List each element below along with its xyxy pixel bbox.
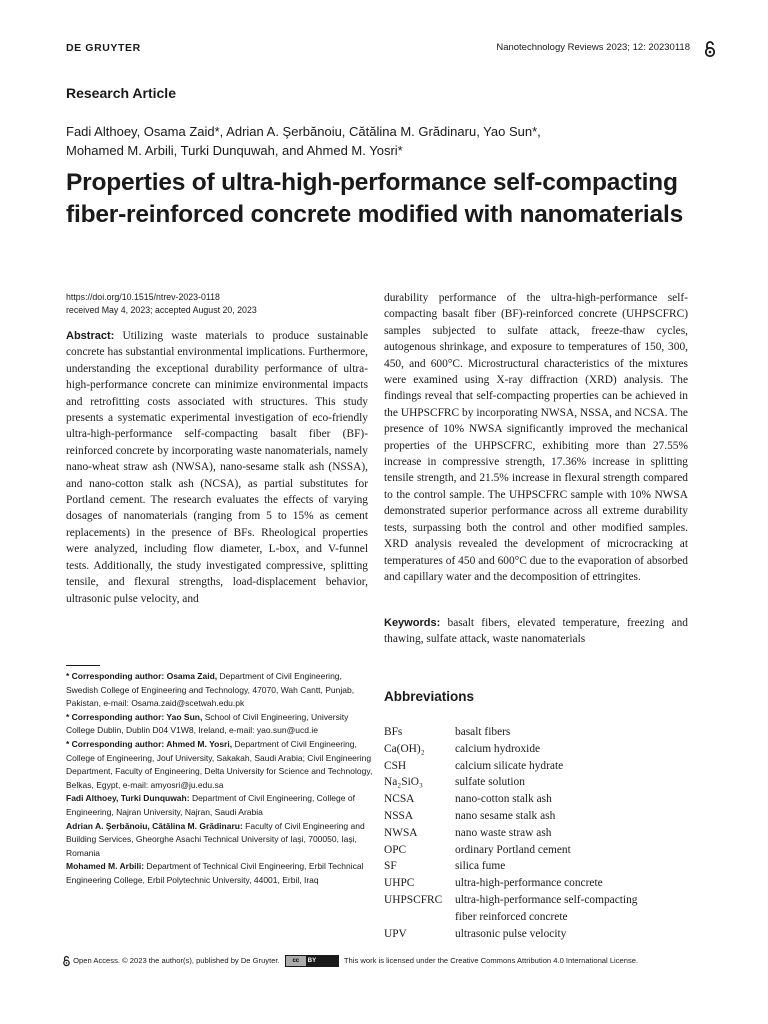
- abbreviation-row: NWSA nano waste straw ash: [384, 826, 552, 839]
- author-line: Fadi Althoey, Osama Zaid*, Adrian A. Şerbănoiu, Cătălina M. Grădinaru, Yao Sun*,: [66, 124, 541, 139]
- abbreviation-row: NSSA nano sesame stalk ash: [384, 809, 556, 822]
- abbreviations-table: [384, 724, 694, 942]
- footnote-item: * Corresponding author: Yao Sun, School of Civil Engineering, University College Dublin, Dublin D04 V1W8, Ireland, e-mail: yao.sun@ucd.ie: [66, 711, 349, 736]
- received-dates: received May 4, 2023; accepted August 20, 2023: [66, 305, 257, 315]
- cc-by-license-icon[interactable]: cc BY: [285, 955, 339, 967]
- abbreviation-row: Ca(OH)₂ calcium hydroxide: [384, 742, 541, 755]
- open-access-icon: [703, 40, 717, 58]
- open-access-icon: [62, 955, 71, 967]
- abbreviation-row: Na₂SiO₃ sulfate solution: [384, 776, 525, 789]
- abbreviations-heading: Abbreviations: [384, 689, 475, 704]
- keywords-label: Keywords:: [384, 617, 441, 629]
- license-statement: This work is licensed under the Creative Commons Attribution 4.0 International License.: [343, 956, 639, 965]
- abbreviation-row: BFs basalt fibers: [384, 726, 511, 738]
- abbreviation-row: UHPSCFRC ultra-high-performance self-compacting: [384, 893, 638, 906]
- abbreviation-row: UPV ultrasonic pulse velocity: [384, 927, 567, 940]
- footnote-divider: [66, 665, 100, 666]
- journal-reference: Nanotechnology Reviews 2023; 12: 20230118: [496, 42, 690, 53]
- keywords-text: basalt fibers, elevated temperature, freezing and thawing, sulfate attack, waste nanomaterials: [384, 617, 688, 646]
- abstract-text: Utilizing waste materials to produce sustainable concrete has substantial environmental implications. Furthermore, understanding the exceptional durability performance of ultra-high-performance concrete can minimize environmental impacts and retrofitting costs associated with structures. This study presents a systematic experimental investigation of eco-friendly ultra-high-performance self-compacting basalt fiber (BF)-reinforced concrete by incorporating waste nanomaterials, namely nano-wheat straw ash (NWSA), nano-sesame stalk ash (NSSA), and nano-cotton stalk ash (NCSA), as partial substitutes for Portland cement. The research evaluates the effects of varying dosages of nanomaterials (ranging from 5 to 15% as cement replacements) in the presence of BFs. Rheological properties were analyzed, including flow diameter, L-box, and V-funnel tests. Additionally, the study investigated compressive, splitting tensile, and flexural strengths, load-displacement behavior, ultrasonic pulse velocity, and: [66, 330, 368, 605]
- footnote-item: Mohamed M. Arbili: Department of Technical Civil Engineering, Erbil Technical Engineering College, Erbil Polytechnic University, 44001, Erbil, Iraq: [66, 861, 364, 885]
- abbreviation-row: OPC ordinary Portland cement: [384, 843, 571, 856]
- footnote-item: Adrian A. Şerbănoiu, Cătălina M. Grădinaru: Faculty of Civil Engineering and Building Services, Gheorghe Asachi Technical University of Iaşi, 700050, Iaşi, Romania: [66, 820, 365, 858]
- abbreviation-row: NCSA nano-cotton stalk ash: [384, 793, 552, 806]
- author-line: Mohamed M. Arbili, Turki Dunquwah, and Ahmed M. Yosri*: [66, 143, 403, 158]
- article-title: Properties of ultra-high-performance self-compacting fiber-reinforced concrete modified with nanomaterials: [66, 169, 683, 228]
- article-type-label: Research Article: [66, 85, 176, 101]
- abstract-label: Abstract:: [66, 330, 115, 342]
- footnote-item: * Corresponding author: Osama Zaid, Department of Civil Engineering, Swedish College of Engineering and Technology, 47070, Wah Cantt, Punjab, Pakistan, e-mail: Osama.zaid@scetwah.edu.pk: [66, 671, 355, 709]
- open-access-statement: Open Access. © 2023 the author(s), published by De Gruyter.: [73, 956, 280, 965]
- author-list: [66, 122, 666, 160]
- footnotes: [66, 670, 376, 888]
- abbreviation-row: fiber reinforced concrete: [455, 910, 568, 923]
- abbreviation-row: CSH calcium silicate hydrate: [384, 759, 564, 772]
- footnote-item: Fadi Althoey, Turki Dunquwah: Department of Civil Engineering, College of Engineering, Najran University, Najran, Saudi Arabia: [66, 793, 355, 817]
- abstract-column-right: durability performance of the ultra-high-performance self-compacting basalt fiber (BF)-reinforced concrete (UHPSCFRC) samples subjected to sulfate attack, freeze-thaw cycles, autogenous shrinkage, and exposure to temperatures of 150, 300, 450, and 600°C. Microstructural characteristics of the mixtures were examined using X-ray diffraction (XRD) analysis. The findings reveal that self-compacting properties can be achieved in the UHPSCFRC by incorporating NWSA, NSSA, and NCSA. The presence of 10% NWSA significantly improved the mechanical properties of the UHPSCFRC, exhibiting more than 27.55% increase in compressive strength, 17.36% increase in splitting tensile strength, and 21.5% increase in flexural strength compared to the control sample. The UHPSCFRC sample with 10% NWSA demonstrated superior performance across all extreme durability tests, surpassing both the control and other modified samples. XRD analysis revealed the development of microcracking at temperatures of 450 and 600°C due to the evaporation of absorbed and capillary water and the decomposition of ettringites.: [384, 292, 688, 583]
- abstract-column-left: [66, 328, 368, 607]
- footnote-item: * Corresponding author: Ahmed M. Yosri, Department of Civil Engineering, College of Engineering, Jouf University, Sakakah, Saudi Arabia; Civil Engineering Department, Faculty of Engineering, Delta University for Science and Technology, Belkas, Egypt, e-mail: amyosri@ju.edu.sa: [66, 738, 373, 790]
- abbreviation-row: UHPC ultra-high-performance concrete: [384, 877, 603, 890]
- license-footer: [62, 955, 702, 967]
- publisher-name: DE GRUYTER: [66, 42, 141, 54]
- abbreviation-row: SF silica fume: [384, 860, 506, 873]
- doi-link[interactable]: https://doi.org/10.1515/ntrev-2023-0118: [66, 292, 220, 302]
- keywords: [384, 615, 688, 648]
